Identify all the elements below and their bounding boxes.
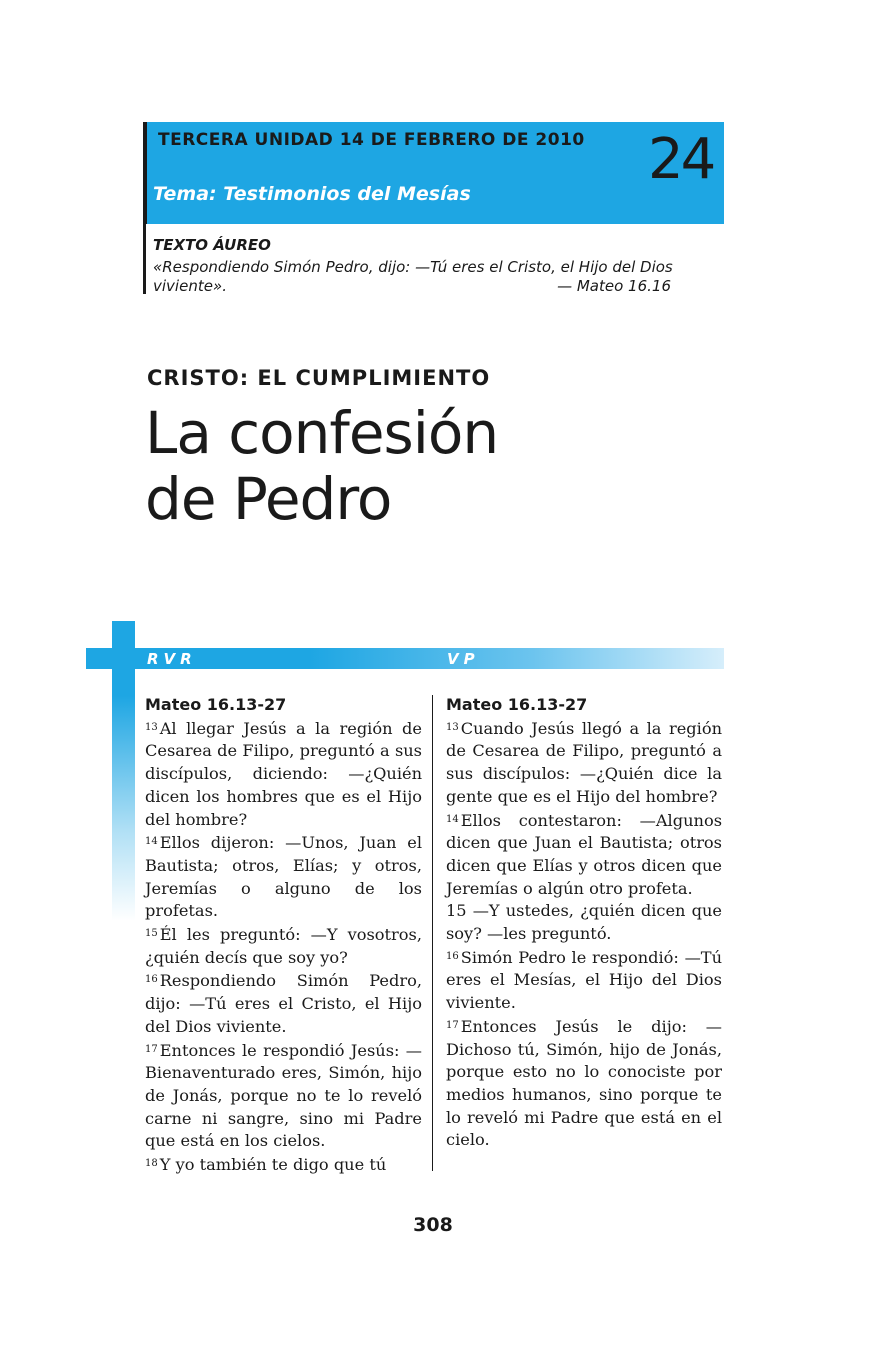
verse-text: Él les preguntó: —Y vosotros, ¿quién decís que soy yo? [145, 925, 422, 967]
lesson-theme: Tema: Testimonios del Mesías [153, 183, 471, 205]
texto-aureo-reference: — Mateo 16.16 [557, 277, 671, 295]
lesson-title-line-2: de Pedro [145, 465, 392, 533]
verse-text: Ellos contestaron: —Algunos dicen que Juan el Bautista; otros dicen que Elías y otros dicen que Jeremías o algún otro profeta. [446, 810, 722, 898]
verse-number: 14 [145, 836, 158, 848]
verse-number: 17 [446, 1019, 459, 1031]
verse-number: 16 [446, 950, 459, 962]
vp-verse [446, 1015, 722, 1152]
verse-number: 17 [145, 1043, 158, 1055]
verse-number: 13 [145, 721, 158, 733]
rvr-verse [145, 1039, 422, 1154]
vp-column [446, 694, 722, 1152]
vp-verse [446, 900, 722, 945]
unit-date: TERCERA UNIDAD 14 DE FEBRERO DE 2010 [158, 130, 585, 150]
version-label-rvr: RVR [147, 650, 197, 668]
verse-text: Cuando Jesús llegó a la región de Cesarea de Filipo, preguntó a sus discípulos: —¿Quién dice la gente que es el Hijo del hombre? [446, 718, 722, 806]
verse-number: 14 [446, 813, 459, 825]
rvr-verse [145, 717, 422, 832]
lesson-title [145, 400, 498, 532]
rvr-verse [145, 831, 422, 923]
rvr-reference: Mateo 16.13-27 [145, 695, 287, 714]
verse-text: Ellos dijeron: —Unos, Juan el Bautista; otros, Elías; y otros, Jeremías o alguno de los profetas. [145, 833, 422, 921]
vp-verse [446, 946, 722, 1015]
texto-aureo-rule [143, 224, 146, 294]
vp-verse [446, 809, 722, 901]
vp-verse [446, 717, 722, 809]
verse-text: Al llegar Jesús a la región de Cesarea de Filipo, preguntó a sus discípulos, diciendo: —¿Quién dicen los hombres que es el Hijo del hombre? [145, 718, 422, 829]
lesson-title-line-1: La confesión [145, 399, 499, 467]
verse-text: Entonces Jesús le dijo: —Dichoso tú, Simón, hijo de Jonás, porque esto no lo conociste por medios humanos, sino porque te lo reveló mi Padre que está en el cielo. [446, 1016, 722, 1150]
vp-reference: Mateo 16.13-27 [446, 695, 588, 714]
verse-text: Simón Pedro le respondió: —Tú eres el Mesías, el Hijo del Dios viviente. [446, 947, 722, 1013]
header-rule [143, 122, 147, 224]
page-number: 308 [413, 1214, 453, 1236]
verse-text: Entonces le respondió Jesús: —Bienaventurado eres, Simón, hijo de Jonás, porque no te lo reveló carne ni sangre, sino mi Padre que está en los cielos. [145, 1040, 422, 1151]
rvr-verse [145, 923, 422, 969]
verse-number: 15 [145, 928, 158, 940]
rvr-verse [145, 969, 422, 1038]
rvr-verse [145, 1153, 422, 1177]
verse-text: Respondiendo Simón Pedro, dijo: —Tú eres el Cristo, el Hijo del Dios viviente. [145, 971, 422, 1036]
version-label-vp: VP [447, 650, 480, 668]
lesson-number: 24 [648, 127, 714, 192]
verse-number: 16 [145, 974, 158, 986]
verse-number: 13 [446, 721, 459, 733]
texto-aureo-title: TEXTO ÁUREO [153, 236, 271, 254]
verse-number: 18 [145, 1158, 158, 1170]
column-divider [432, 695, 433, 1171]
texto-aureo-body: «Respondiendo Simón Pedro, dijo: —Tú eres el Cristo, el Hijo del Dios viviente». [153, 258, 673, 295]
lesson-kicker: CRISTO: EL CUMPLIMIENTO [147, 366, 491, 390]
verse-text: Y yo también te digo que tú [159, 1155, 387, 1175]
verse-text: 15 —Y ustedes, ¿quién dicen que soy? —les preguntó. [446, 901, 722, 944]
rvr-column [145, 694, 422, 1177]
